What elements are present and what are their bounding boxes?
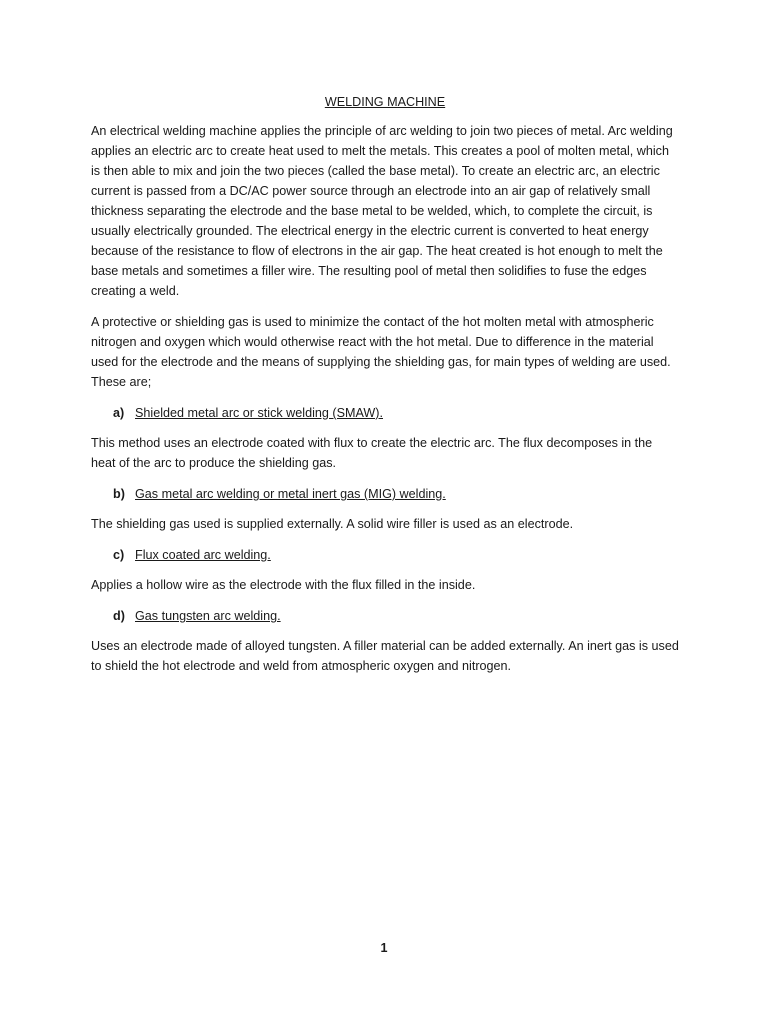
section-title: Shielded metal arc or stick welding (SMAW).	[135, 406, 383, 420]
document-title: WELDING MACHINE	[324, 95, 446, 109]
section-heading-d	[91, 606, 679, 626]
section-title: Gas metal arc welding or metal inert gas (MIG) welding.	[135, 487, 446, 501]
section-marker: b)	[113, 487, 125, 501]
section-marker: c)	[113, 548, 125, 562]
section-title: Flux coated arc welding.	[135, 548, 271, 562]
section-body-c: Applies a hollow wire as the electrode with the flux filled in the inside.	[91, 578, 476, 592]
intro-paragraph-2: A protective or shielding gas is used to minimize the contact of the hot molten metal with atmospheric nitrogen and oxygen which would otherwise react with the hot metal. Due to difference in the material used for the electrode and the means of supplying the shielding gas, for main types of welding are used. These are;	[91, 315, 671, 389]
intro-paragraph-1: An electrical welding machine applies the principle of arc welding to join two pieces of metal. Arc welding applies an electric arc to create heat used to melt the metals. This creates a pool of molten metal, which is then able to mix and join the two pieces (called the base metal). To create an electric arc, an electric current is passed from a DC/AC power source through an electrode into an air gap of relatively small thickness separating the electrode and the base metal to be welded, which, to complete the circuit, is usually electrically grounded. The electrical energy in the electric current is converted to heat energy because of the resistance to flow of electrons in the air gap. The heat created is hot enough to melt the base metals and sometimes a filler wire. The resulting pool of metal then solidifies to fuse the edges creating a weld.	[91, 124, 673, 298]
section-body-a: This method uses an electrode coated with flux to create the electric arc. The flux decomposes in the heat of the arc to produce the shielding gas.	[91, 436, 653, 470]
section-title: Gas tungsten arc welding.	[135, 609, 281, 623]
page-number: 1	[380, 941, 388, 955]
section-body-b: The shielding gas used is supplied externally. A solid wire filler is used as an electrode.	[91, 517, 574, 531]
section-heading-c	[91, 545, 679, 565]
section-body-d: Uses an electrode made of alloyed tungsten. A filler material can be added externally. An inert gas is used to shield the hot electrode and weld from atmospheric oxygen and nitrogen.	[91, 639, 679, 673]
section-marker: d)	[113, 609, 125, 623]
section-marker: a)	[113, 406, 125, 420]
section-heading-b	[91, 484, 679, 504]
page-content	[91, 92, 679, 687]
section-heading-a	[91, 403, 679, 423]
